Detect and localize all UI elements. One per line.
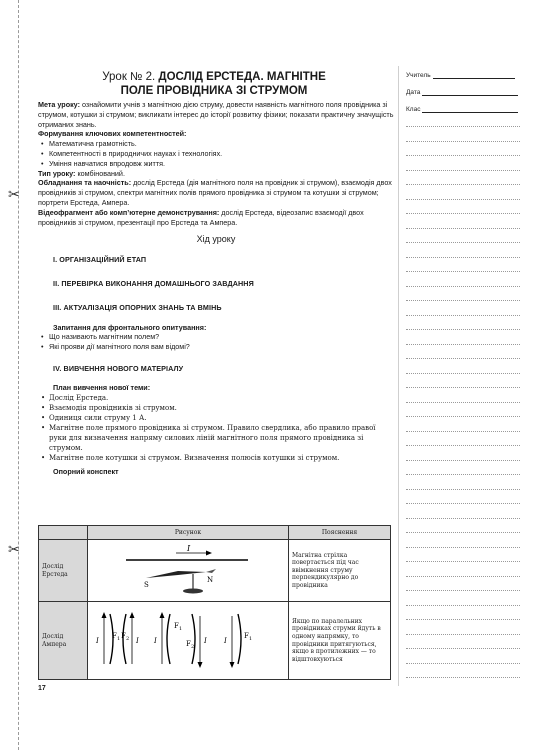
notes-line [406, 503, 520, 504]
lesson-type: Тип уроку: комбінований. [38, 168, 125, 178]
list-item: • Дослід Ерстеда. [38, 393, 394, 403]
notes-line [406, 489, 520, 490]
svg-text:I: I [204, 637, 207, 646]
notes-line [406, 547, 520, 548]
notes-line [406, 445, 520, 446]
teacher-field[interactable]: Учитель [406, 72, 515, 79]
svg-text:F: F [121, 632, 126, 641]
video-paragraph: Відеофрагмент або комп’ютерне демонстрування: дослід Ерстеда, відеозапис взаємодії двох провідників зі струмом, презентації про Ерстеда та Ампера. [38, 207, 364, 227]
svg-text:I: I [154, 637, 157, 646]
plan-label: План вивчення нової теми: [53, 382, 151, 392]
notes-line [406, 184, 520, 185]
notes-line [406, 344, 520, 345]
notes-line [406, 271, 520, 272]
svg-text:I: I [187, 544, 191, 554]
svg-text:2: 2 [126, 636, 130, 643]
notes-line [406, 300, 520, 301]
ampere-figure [88, 602, 289, 680]
svg-text:F: F [244, 632, 249, 641]
notes-line [406, 213, 520, 214]
notes-line [406, 416, 520, 417]
page-number: 17 [38, 685, 46, 692]
row-label: Дослід Ампера [39, 602, 88, 680]
competences-label: Формування ключових компетентностей: [38, 129, 187, 139]
svg-text:F: F [112, 632, 117, 641]
lesson-title: Урок № 2. ДОСЛІД ЕРСТЕДА. МАГНІТНЕ ПОЛЕ ПРОВІДНИКА ЗІ СТРУМОМ [102, 71, 326, 97]
row-explanation: Магнітна стрілка повертається під час ввімкнення струму перпендикулярно до провідника [289, 540, 391, 602]
list-item: • Які прояви дії магнітного поля вам відомі? [38, 342, 394, 352]
notes-line [406, 257, 520, 258]
scissors-icon: ✂ [8, 541, 20, 557]
notes-line [406, 402, 520, 403]
list-item: • Що називають магнітним полем? [38, 332, 394, 342]
notes-line [406, 141, 520, 142]
table-header: Пояснення [289, 526, 391, 540]
notes-line [406, 619, 520, 620]
oersted-figure [88, 540, 289, 602]
svg-text:I: I [224, 637, 227, 646]
notes-line [406, 228, 520, 229]
notes-line [406, 358, 520, 359]
notes-line [406, 286, 520, 287]
svg-text:N: N [207, 576, 214, 585]
notes-line [406, 460, 520, 461]
list-item: • Взаємодія провідників зі струмом. [38, 403, 394, 413]
notes-line [406, 242, 520, 243]
notes-line [406, 663, 520, 664]
table-row [39, 602, 391, 680]
svg-text:F: F [174, 622, 179, 631]
notes-line [406, 431, 520, 432]
svg-text:I: I [136, 637, 139, 646]
notes-line [406, 532, 520, 533]
list-item: • Компетентності в природничих науках і технологіях. [38, 149, 394, 159]
table-header: Рисунок [88, 526, 289, 540]
notes-line [406, 634, 520, 635]
section-heading: IV. ВИВЧЕННЯ НОВОГО МАТЕРІАЛУ [53, 363, 184, 373]
notes-line [406, 561, 520, 562]
notes-line [406, 677, 520, 678]
svg-text:I: I [96, 637, 99, 646]
notes-line [406, 329, 520, 330]
section-heading: I. ОРГАНІЗАЦІЙНИЙ ЕТАП [53, 255, 147, 265]
equipment-paragraph: Обладнання та наочність: дослід Ерстеда (дія магнітного поля на провідник зі струмом), взаємодія двох провідників зі струмом, спектри магнітних полів прямого провідника зі струмом та котушки зі струмом; портрети Ерстеда, Ампера. [38, 178, 392, 207]
section-heading: II. ПЕРЕВІРКА ВИКОНАННЯ ДОМАШНЬОГО ЗАВДАННЯ [53, 278, 254, 288]
table-header [39, 526, 88, 540]
row-explanation: Якщо по паралельних провідниках струми йдуть в одному напрямку, то провідники притягуються, якщо в протилежних — то відштовхуються [289, 602, 391, 680]
notes-line [406, 518, 520, 519]
summary-label: Опорний конспект [53, 466, 119, 476]
section-heading: III. АКТУАЛІЗАЦІЯ ОПОРНИХ ЗНАНЬ ТА ВМІНЬ [53, 302, 222, 312]
notes-line [406, 590, 520, 591]
notes-line [406, 605, 520, 606]
notes-line [406, 199, 520, 200]
course-heading: Хід уроку [196, 234, 236, 245]
notes-line [406, 387, 520, 388]
notes-line [406, 155, 520, 156]
notes-line [406, 373, 520, 374]
notes-line [406, 576, 520, 577]
notes-line [406, 648, 520, 649]
aim-paragraph: Мета уроку: ознайомити учнів з магнітною дією струму, довести наявність магнітного поля провідника зі струмом, котушки зі струмом; викликати інтерес до історії розвитку фізики; показати практичну значущість отриманих знань. [38, 100, 394, 129]
svg-text:1: 1 [179, 626, 183, 633]
date-field[interactable]: Дата [406, 89, 518, 96]
list-item: • Уміння навчатися впродовж життя. [38, 159, 394, 169]
notes-margin [398, 66, 523, 686]
lesson-body [38, 100, 394, 476]
notes-line [406, 170, 520, 171]
scissors-icon: ✂ [8, 186, 20, 202]
svg-text:1: 1 [249, 636, 253, 643]
notes-line [406, 474, 520, 475]
list-item: • Математична грамотність. [38, 139, 394, 149]
svg-text:S: S [144, 581, 149, 590]
cut-line [18, 0, 19, 750]
summary-table [38, 525, 391, 680]
questions-label: Запитання для фронтального опитування: [53, 322, 207, 332]
list-item: • Магнітне поле котушки зі струмом. Визначення полюсів котушки зі струмом. [38, 453, 394, 463]
row-label: Дослід Ерстеда [39, 540, 88, 602]
svg-text:2: 2 [191, 644, 195, 651]
list-item: • Магнітне поле прямого провідника зі струмом. Правило свердлика, або правило правої руки для визначення напряму силових ліній магнітного поля прямого провідника зі струмом. [38, 423, 394, 453]
svg-text:F: F [186, 640, 191, 649]
class-field[interactable]: Клас [406, 106, 518, 113]
notes-line [406, 315, 520, 316]
svg-text:1: 1 [117, 636, 121, 643]
list-item: • Одиниця сили струму 1 А. [38, 413, 394, 423]
notes-line [406, 126, 520, 127]
table-row [39, 540, 391, 602]
